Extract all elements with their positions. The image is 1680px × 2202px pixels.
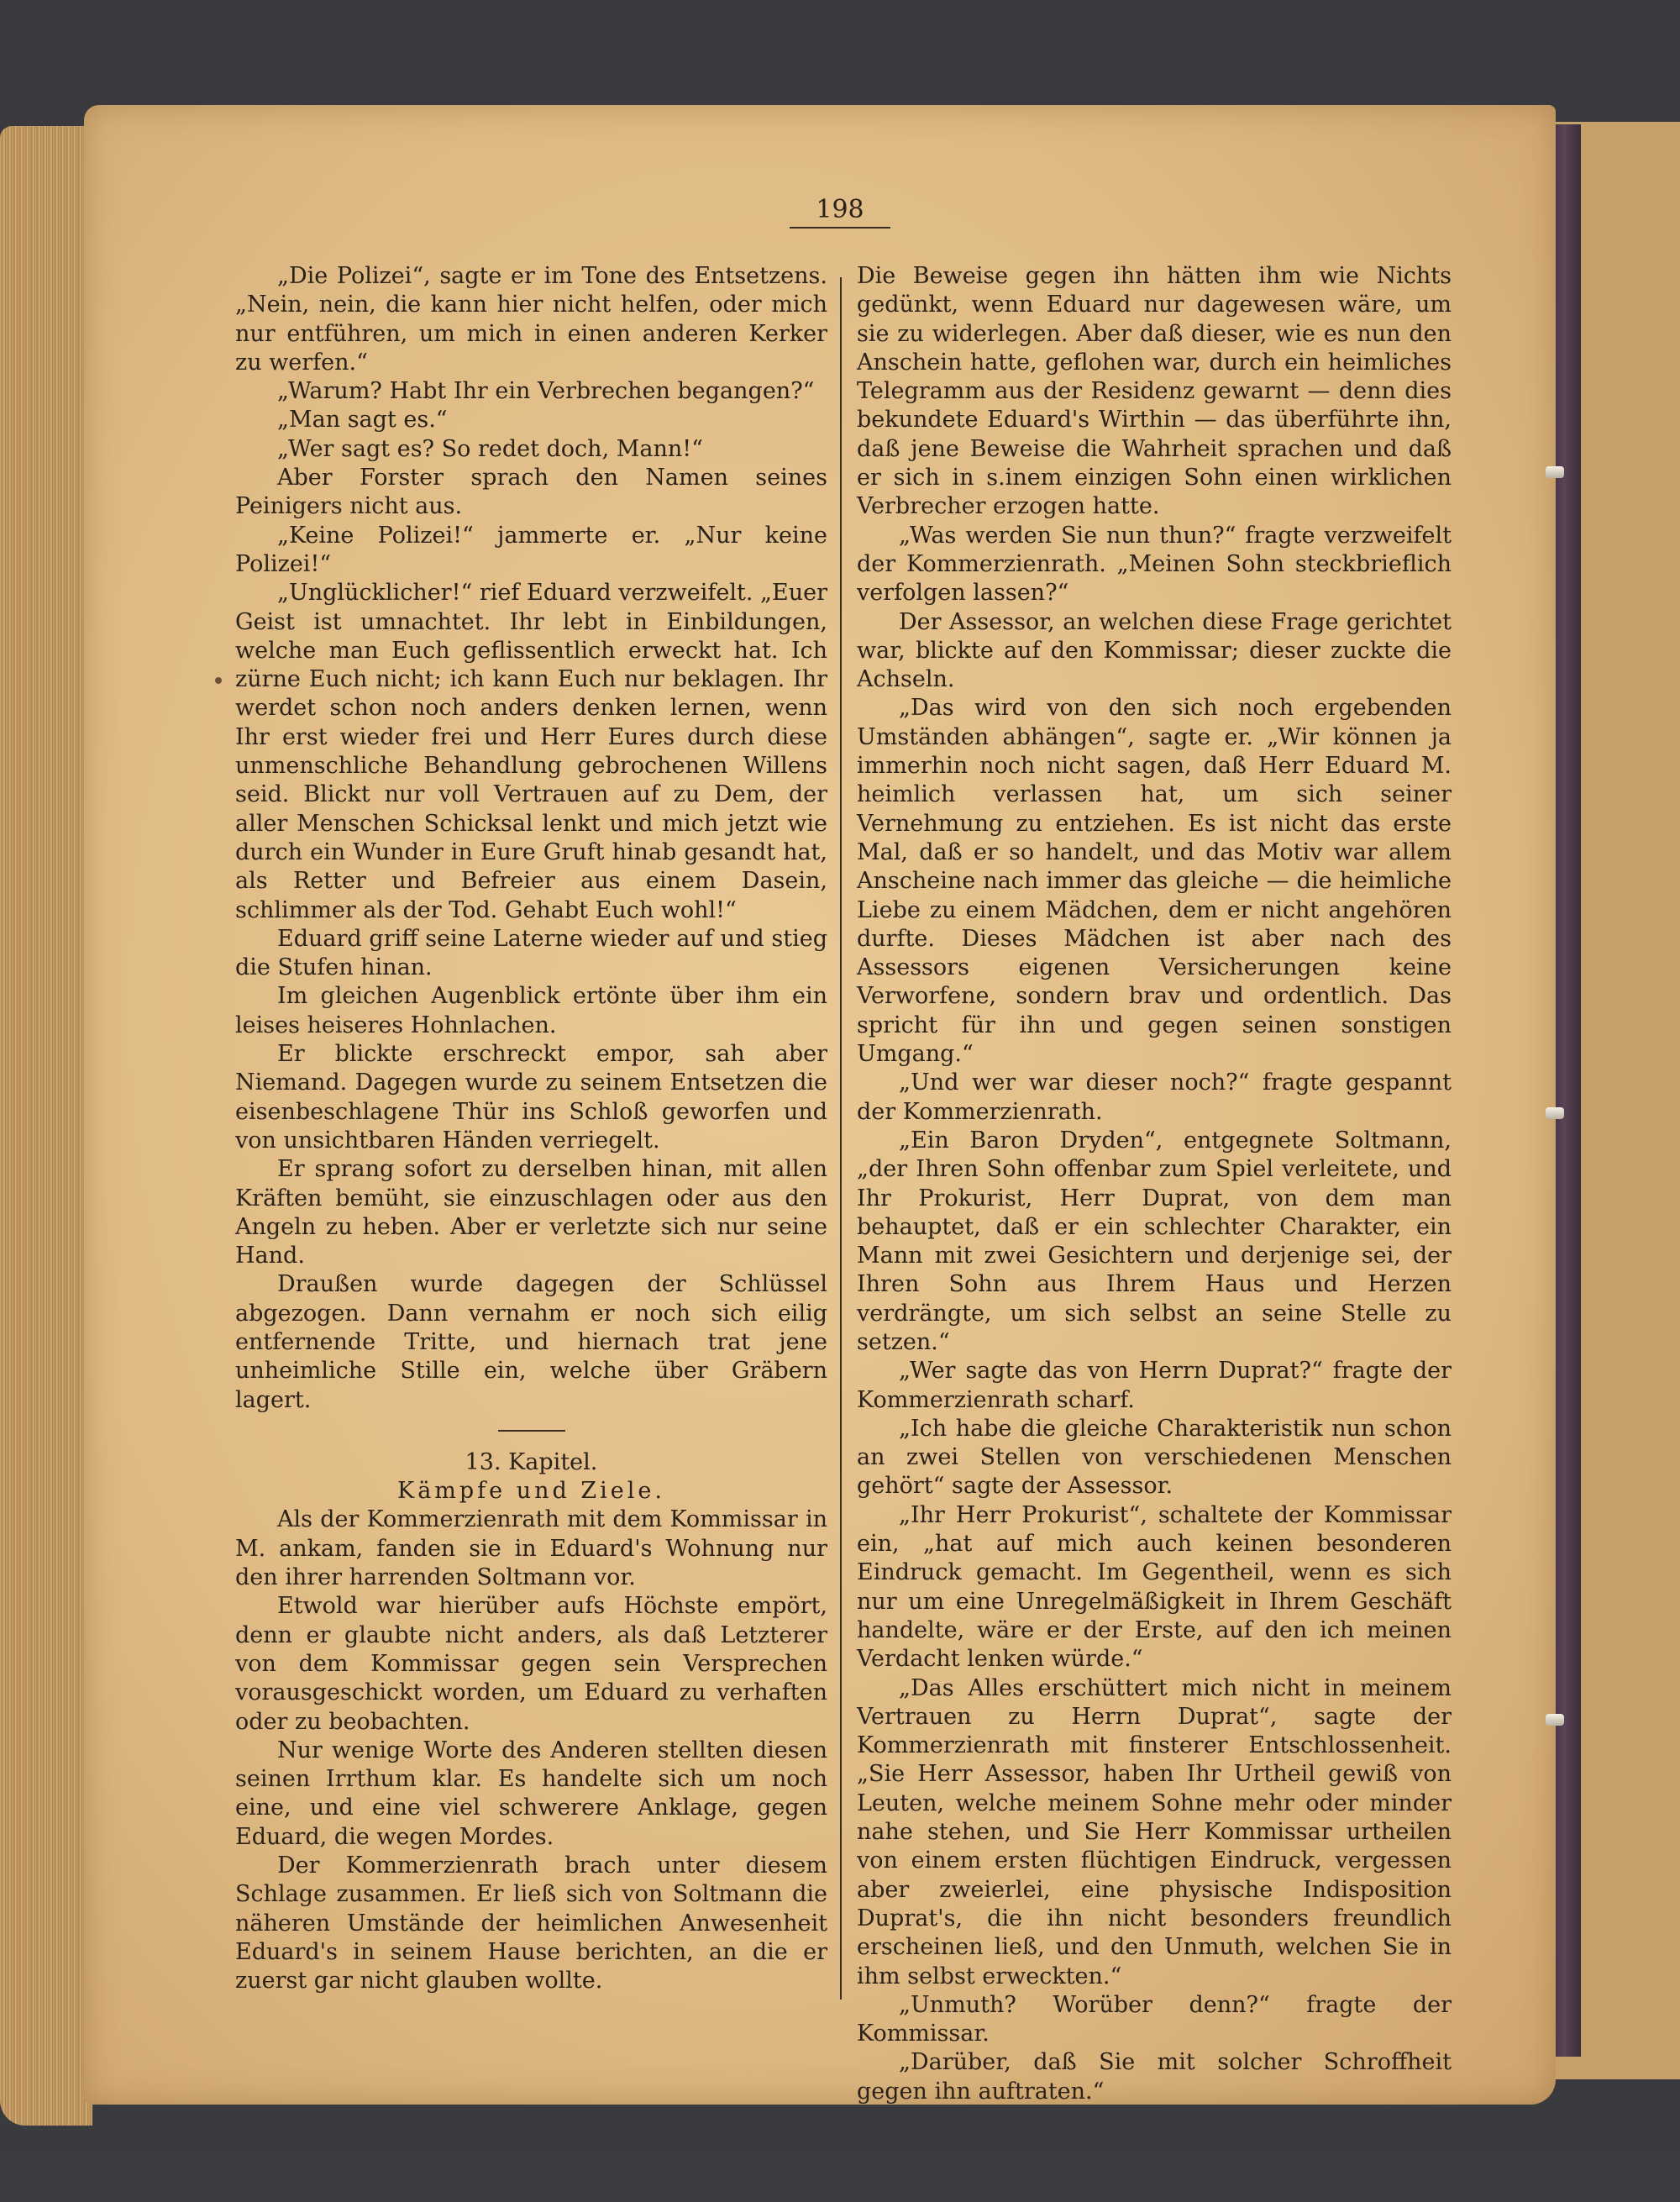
paragraph: „Wer sagt es? So redet doch, Mann!“: [277, 435, 703, 462]
margin-mark: [215, 677, 222, 684]
paragraph: Der Assessor, an welchen diese Frage gerichtet war, blickte auf den Kommissar; dieser zuckte die Achseln.: [857, 608, 1452, 693]
paragraph: „Keine Polizei!“ jammerte er. „Nur keine Polizei!“: [235, 522, 827, 577]
section-divider: [498, 1430, 565, 1432]
paragraph: „Und wer war dieser noch?“ fragte gespannt der Kommerzienrath.: [857, 1069, 1452, 1125]
paragraph: „Man sagt es.“: [277, 407, 448, 434]
page-stack-edge: [0, 126, 92, 2126]
page-number-rule: [790, 227, 890, 229]
paragraph: Nur wenige Worte des Anderen stellten diesen seinen Irrthum klar. Es handelte sich um noch eine, und eine viel schwerere Anklage, gegen Eduard, die wegen Mordes.: [235, 1737, 827, 1850]
paragraph: Etwold war hierüber aufs Höchste empört, denn er glaubte nicht anders, als daß Letzterer von dem Kommissar gegen sein Versprechen vorausgeschickt worden, um Eduard zu verhaften oder zu beobachten.: [235, 1593, 827, 1735]
right-column: [857, 262, 1452, 2106]
paragraph: Er blickte erschreckt empor, sah aber Niemand. Dagegen wurde zu seinem Entsetzen die eisenbeschlagene Thür ins Schloß geworfen und von unsichtbaren Händen verriegelt.: [235, 1041, 827, 1154]
paragraph: „Die Polizei“, sagte er im Tone des Entsetzens. „Nein, nein, die kann hier nicht helfen, oder mich nur entführen, um mich in einen anderen Kerker zu werfen.“: [235, 263, 827, 376]
paragraph: „Unglücklicher!“ rief Eduard verzweifelt. „Euer Geist ist umnachtet. Ihr lebt in Einbildungen, welche man Euch geflissentlich erweckt hat. Ich zürne Euch nicht; ich kann Euch nur beklagen. Ihr werdet schon noch anders denken lernen, wenn Ihr erst wieder frei und Herr Eures durch diese unmenschliche Behandlung gebrochenen Willens seid. Blickt nur voll Vertrauen auf zu Dem, der aller Menschen Schicksal lenkt und mich jetzt wie durch ein Wunder in Eure Gruft hinab gesandt hat, als Retter und Befreier aus einem Dasein, schlimmer als der Tod. Gehabt Euch wohl!“: [235, 580, 827, 923]
paragraph: „Ein Baron Dryden“, entgegnete Soltmann, „der Ihren Sohn offenbar zum Spiel verleitete, und Ihr Prokurist, Herr Duprat, von dem man behauptet, daß er ein schlechter Charakter, ein Mann mit zwei Gesichtern und derjenige sei, der Ihren Sohn aus Ihrem Haus und Herzen verdrängte, um sich selbst an seine Stelle zu setzen.“: [857, 1127, 1452, 1355]
paragraph: „Unmuth? Worüber denn?“ fragte der Kommissar.: [857, 1991, 1452, 2047]
paragraph: Der Kommerzienrath brach unter diesem Schlage zusammen. Er ließ sich von Soltmann die näheren Umstände der heimlichen Anwesenheit Eduard's in seinem Hause berichten, an die er zuerst gar nicht glauben wollte.: [235, 1853, 827, 1994]
binding-staple-icon: [1546, 1714, 1564, 1726]
paragraph: Die Beweise gegen ihn hätten ihm wie Nichts gedünkt, wenn Eduard nur dagewesen wäre, um sie zu widerlegen. Aber daß dieser, wie es nun den Anschein hatte, geflohen war, durch ein heimliches Telegramm aus der Residenz gewarnt — denn dies bekundete Eduard's Wirthin — das überführte ihn, daß jene Beweise die Wahrheit sprachen und daß er sich in s.inem einzigen Sohn einen wirklichen Verbrecher erzogen hatte.: [857, 263, 1452, 520]
paragraph: „Ich habe die gleiche Charakteristik nun schon an zwei Stellen von verschiedenen Menschen gehört“ sagte der Assessor.: [857, 1415, 1452, 1500]
paragraph: „Das Alles erschüttert mich nicht in meinem Vertrauen zu Herrn Duprat“, sagte der Kommerzienrath mit finsterer Entschlossenheit. „Sie Herr Assessor, haben Ihr Urtheil gewiß von Leuten, welche meinem Sohne mehr oder minder nahe stehen, und Sie Herr Kommissar urtheilen von einem ersten flüchtigen Eindruck, vergessen aber zweierlei, eine physische Indisposition Duprat's, die ihn nicht besonders freundlich erscheinen ließ, und den Unmuth, welchen Sie in ihm selbst erweckten.“: [857, 1674, 1452, 1989]
paragraph: „Das wird von den sich noch ergebenden Umständen abhängen“, sagte er. „Wir können ja immerhin noch nicht sagen, daß Herr Eduard M. heimlich verlassen hat, um sich seiner Vernehmung zu entziehen. Es ist nicht das erste Mal, daß er so handelt, und das Motiv war allem Anscheine nach immer das gleiche — die heimliche Liebe zu einem Mädchen, dem er nicht angehören durfte. Dieses Mädchen ist aber nach des Assessors eigenen Versicherungen keine Verworfene, sondern brav und ordentlich. Das spricht für ihn und gegen seinen sonstigen Umgang.“: [857, 695, 1452, 1068]
paragraph: „Was werden Sie nun thun?“ fragte verzweifelt der Kommerzienrath. „Meinen Sohn steckbrieflich verfolgen lassen?“: [857, 522, 1452, 607]
paragraph: Aber Forster sprach den Namen seines Peinigers nicht aus.: [235, 465, 827, 520]
paragraph: Draußen wurde dagegen der Schlüssel abgezogen. Dann vernahm er noch sich eilig entfernende Tritte, und hiernach trat jene unheimliche Stille ein, welche über Gräbern lagert.: [235, 1271, 827, 1413]
paragraph: „Wer sagte das von Herrn Duprat?“ fragte der Kommerzienrath scharf.: [857, 1358, 1452, 1413]
paragraph: „Darüber, daß Sie mit solcher Schroffheit gegen ihn auftraten.“: [857, 2049, 1452, 2105]
left-column: [235, 262, 827, 1996]
paragraph: Als der Kommerzienrath mit dem Kommissar in M. ankam, fanden sie in Eduard's Wohnung nur den ihrer harrenden Soltmann vor.: [235, 1506, 827, 1591]
page-number: 198: [816, 195, 864, 224]
column-divider: [840, 277, 842, 2000]
binding-staple-icon: [1546, 1107, 1564, 1119]
paragraph: Eduard griff seine Laterne wieder auf und stieg die Stufen hinan.: [235, 925, 827, 981]
paragraph: Im gleichen Augenblick ertönte über ihm ein leises heiseres Hohnlachen.: [235, 983, 827, 1038]
chapter-title: Kämpfe und Ziele.: [397, 1478, 665, 1505]
paragraph: „Warum? Habt Ihr ein Verbrechen begangen?“: [277, 378, 815, 405]
chapter-number: 13. Kapitel.: [465, 1448, 598, 1475]
paragraph: Er sprang sofort zu derselben hinan, mit allen Kräften bemüht, sie einzuschlagen oder aus den Angeln zu heben. Aber er verletzte sich nur seine Hand.: [235, 1156, 827, 1269]
binding-staple-icon: [1546, 466, 1564, 478]
paragraph: „Ihr Herr Prokurist“, schaltete der Kommissar ein, „hat auf mich auch keinen besonderen Eindruck gemacht. Im Gegentheil, wenn es sich nur um eine Unregelmäßigkeit in Ihrem Geschäft handelte, wäre er der Erste, auf den ich meinen Verdacht lenken würde.“: [857, 1501, 1452, 1673]
